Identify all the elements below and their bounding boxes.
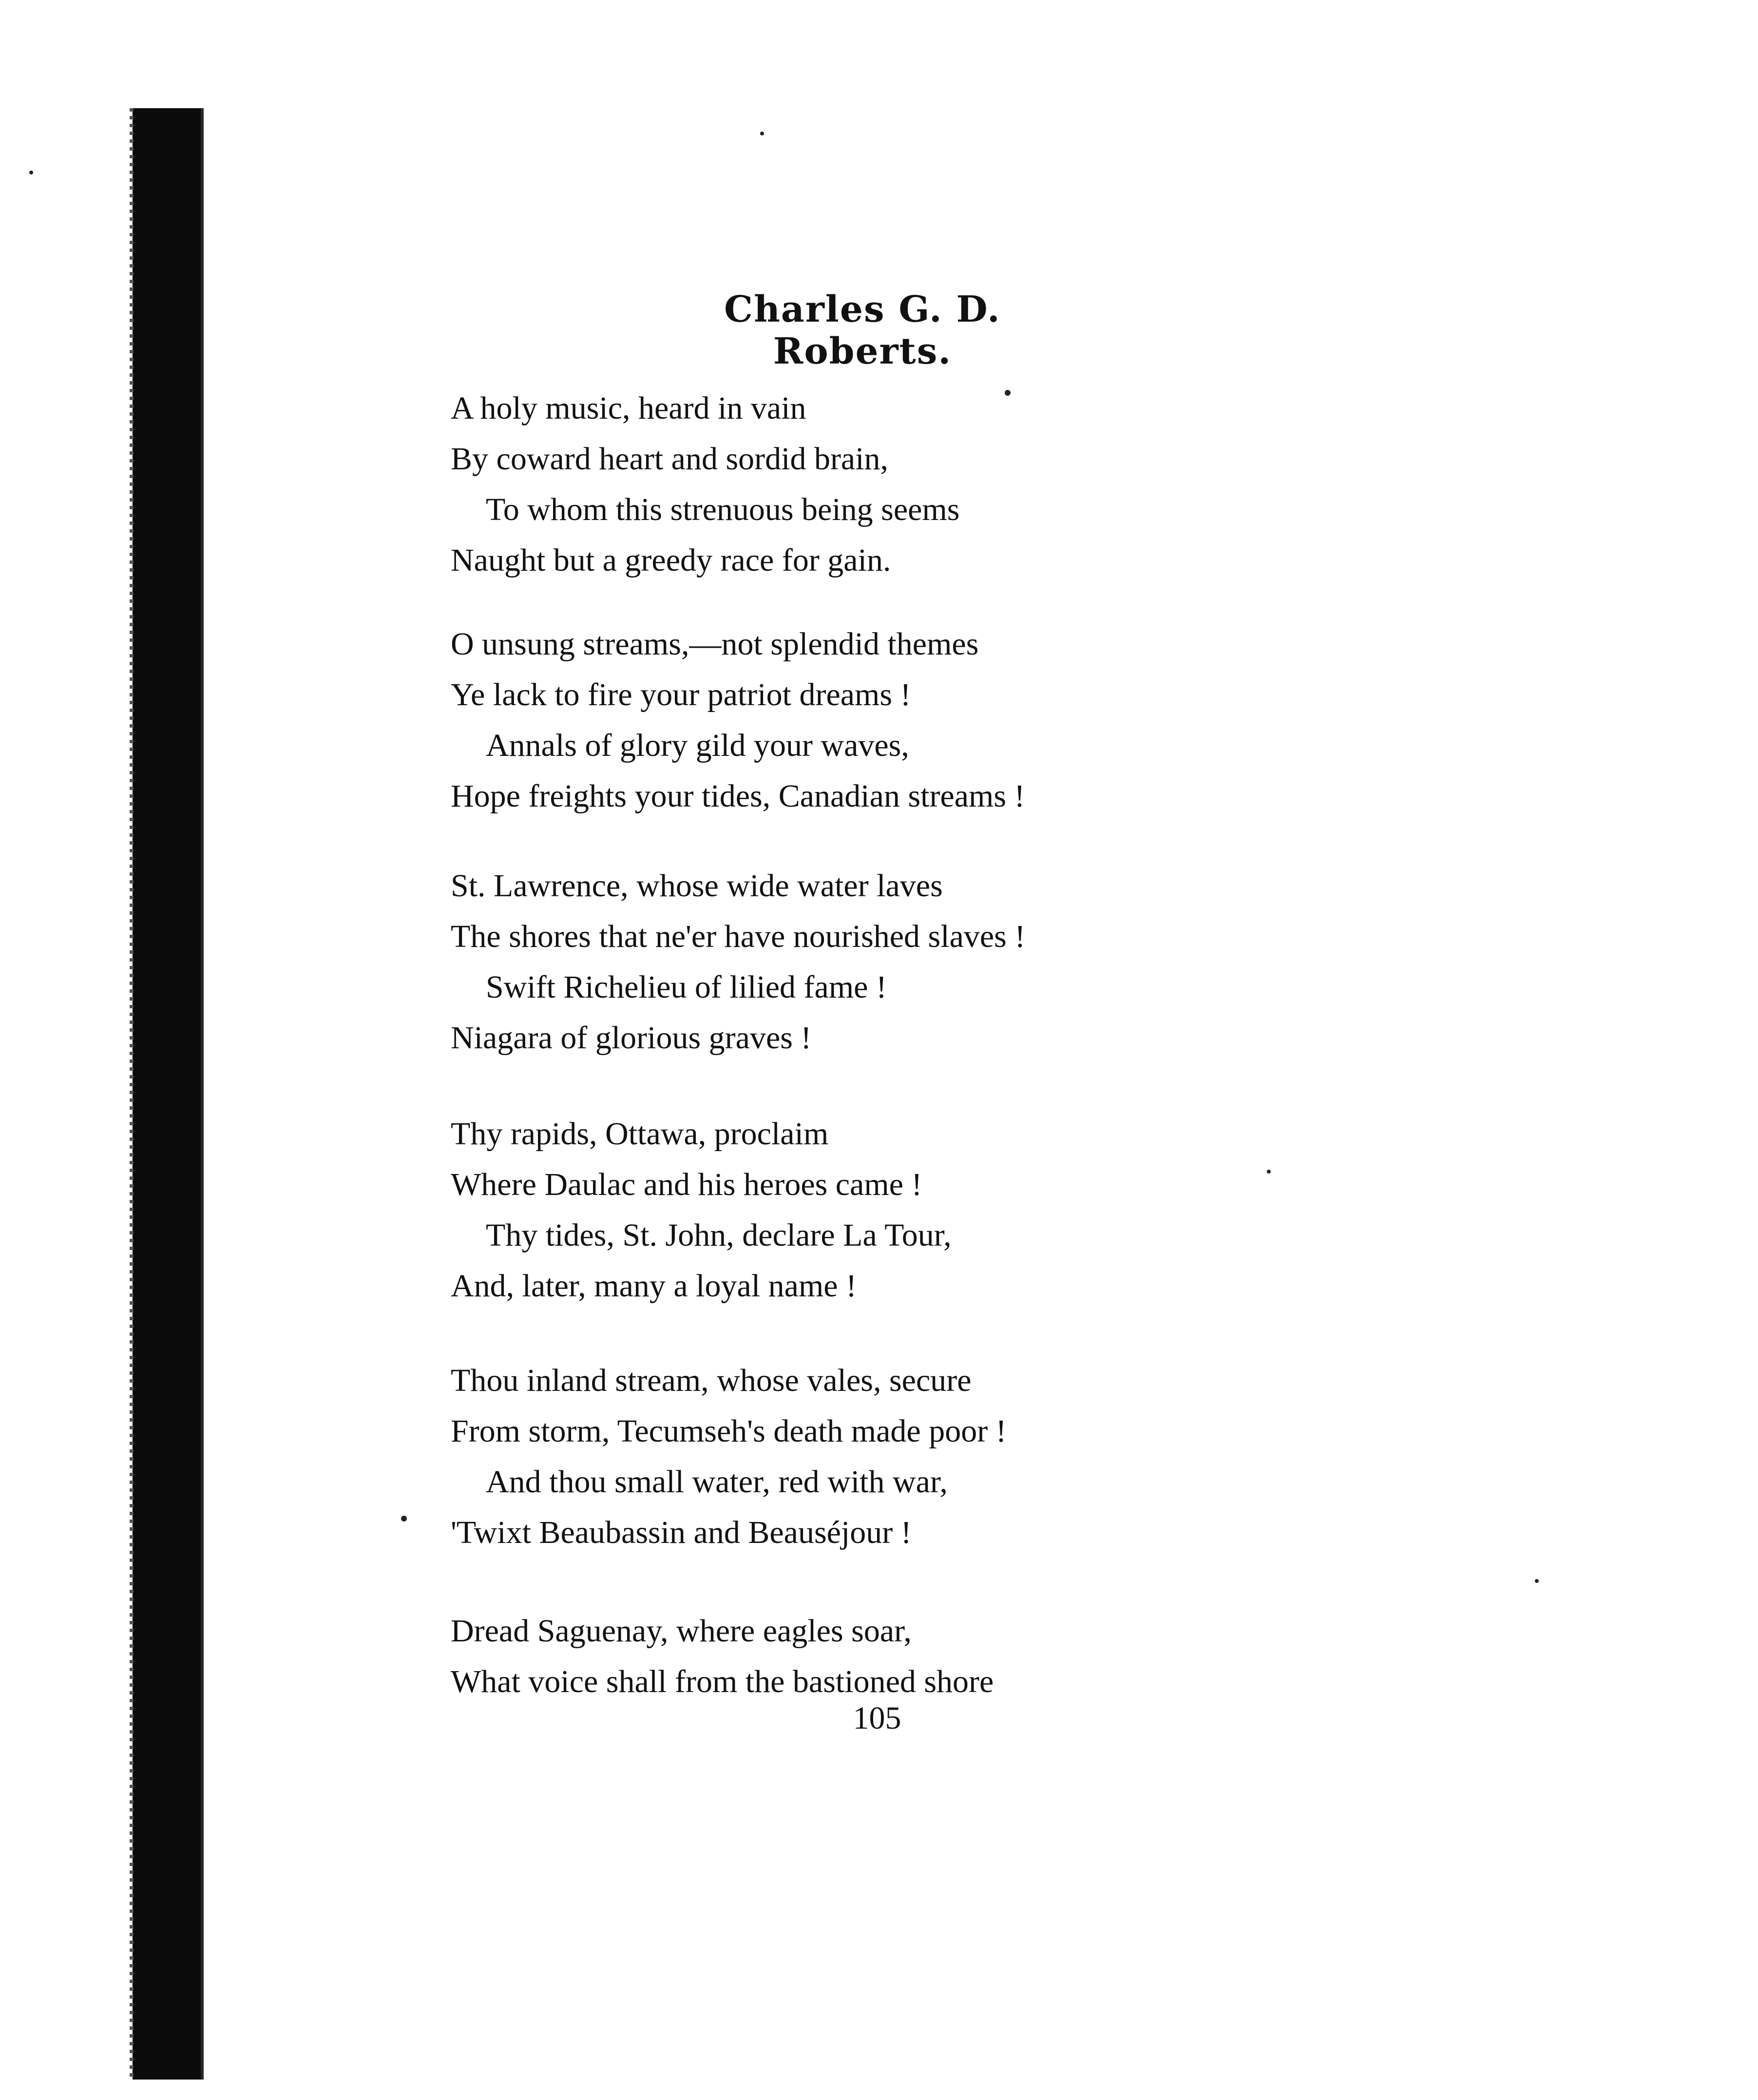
poem-line: By coward heart and sordid brain, xyxy=(451,441,889,477)
poem-line: And, later, many a loyal name ! xyxy=(451,1268,857,1304)
poem-line: Hope freights your tides, Canadian streams ! xyxy=(451,778,1025,814)
poem-line: Thy tides, St. John, declare La Tour, xyxy=(486,1217,952,1253)
poem-line: Naught but a greedy race for gain. xyxy=(451,542,891,578)
poem-line: Ye lack to fire your patriot dreams ! xyxy=(451,677,911,713)
poem-line: Annals of glory gild your waves, xyxy=(486,728,909,763)
scan-speck xyxy=(1267,1170,1271,1174)
poem-line: 'Twixt Beaubassin and Beauséjour ! xyxy=(451,1515,912,1550)
poem-line: Niagara of glorious graves ! xyxy=(451,1020,812,1056)
poem-line: Thy rapids, Ottawa, proclaim xyxy=(451,1116,829,1152)
poem-line: The shores that ne'er have nourished slaves ! xyxy=(451,919,1026,954)
poem-line: To whom this strenuous being seems xyxy=(486,492,960,527)
scan-speck xyxy=(29,171,33,174)
stanza xyxy=(451,619,1182,822)
scan-speck xyxy=(1535,1579,1539,1583)
running-head: Charles G. D. Roberts. xyxy=(724,289,1001,372)
poem-line: From storm, Tecumseh's death made poor ! xyxy=(451,1413,1007,1449)
poem-line: What voice shall from the bastioned shore xyxy=(451,1664,994,1699)
stanza xyxy=(451,1606,1182,1707)
binding-edge xyxy=(133,108,204,2080)
poem-line: St. Lawrence, whose wide water laves xyxy=(451,868,943,904)
poem-line: Thou inland stream, whose vales, secure xyxy=(451,1363,972,1398)
poem-line: Dread Saguenay, where eagles soar, xyxy=(451,1613,912,1649)
stanza xyxy=(451,1355,1182,1558)
page-number: 105 xyxy=(853,1700,901,1736)
poem-line: A holy music, heard in vain xyxy=(451,390,806,426)
scan-speck xyxy=(760,132,764,135)
scan-speck xyxy=(401,1516,407,1522)
stanza xyxy=(451,383,1182,586)
poem-line: Swift Richelieu of lilied fame ! xyxy=(486,969,887,1005)
poem-line: O unsung streams,—not splendid themes xyxy=(451,626,979,662)
poem-line: Where Daulac and his heroes came ! xyxy=(451,1167,922,1202)
scan-speck xyxy=(1005,390,1011,396)
poem-line: And thou small water, red with war, xyxy=(486,1464,948,1500)
stanza xyxy=(451,861,1182,1063)
stanza xyxy=(451,1109,1182,1311)
